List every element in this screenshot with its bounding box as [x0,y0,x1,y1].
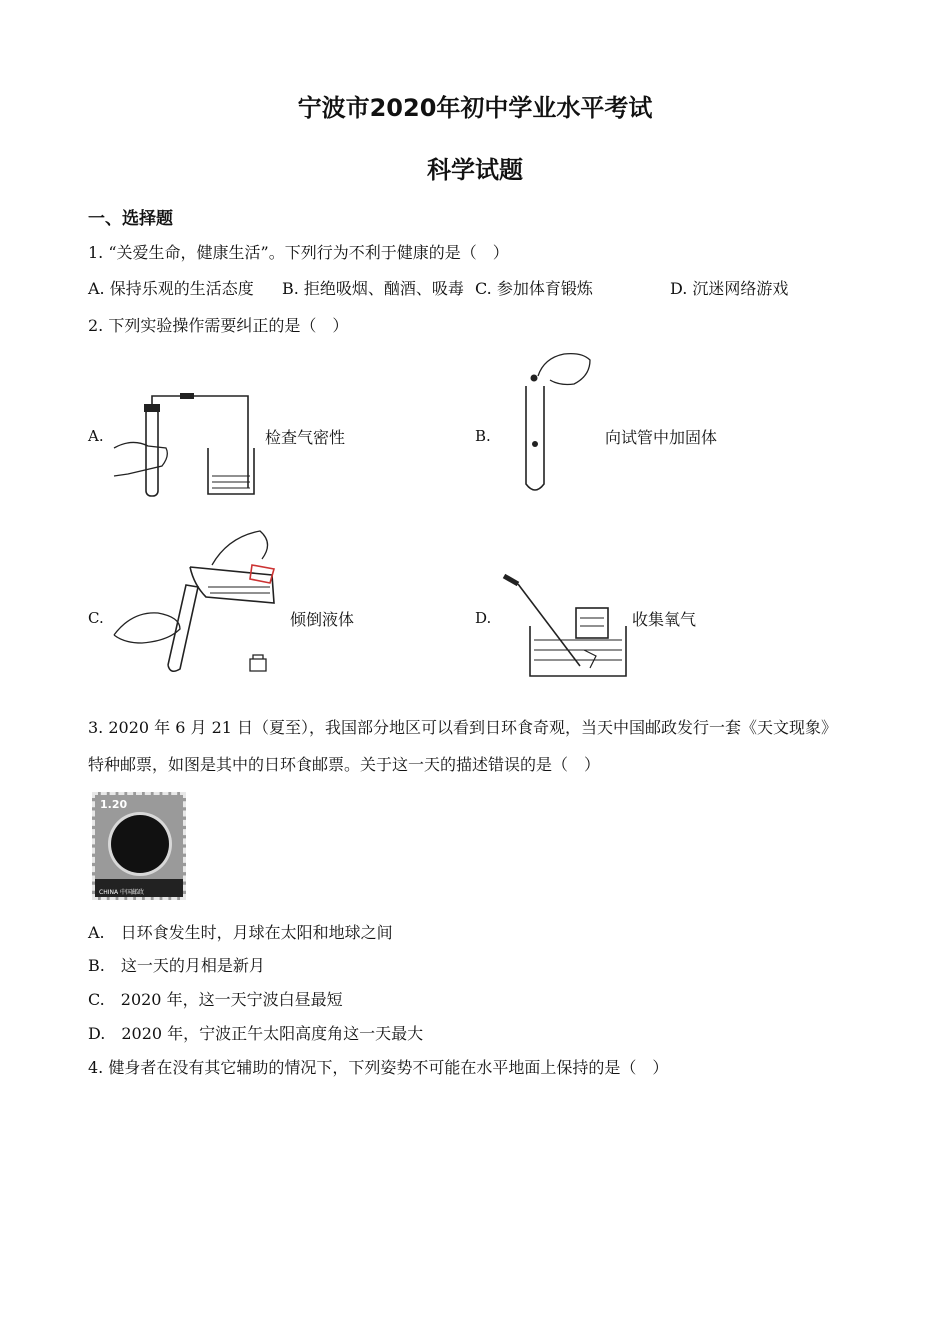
q3-option-b: B. 这一天的月相是新月 [88,956,265,975]
q1-stem: 1. “关爱生命，健康生活”。下列行为不利于健康的是（ ） [88,243,509,262]
eclipse-icon [111,815,169,873]
q1-option-b: B. 拒绝吸烟、酗酒、吸毒 [282,279,464,298]
q1-option-c: C. 参加体育锻炼 [475,279,593,298]
test-tube-solid-diagram [520,350,600,500]
airtightness-diagram [108,390,258,500]
q2-d-letter: D. [475,609,492,627]
stamp-value: 1.20 [100,798,128,811]
eclipse-stamp [92,792,186,900]
q1-option-a: A. 保持乐观的生活态度 [88,279,254,298]
q3-option-a: A. 日环食发生时，月球在太阳和地球之间 [88,923,393,942]
q3-option-d: D. 2020 年，宁波正午太阳高度角这一天最大 [88,1024,424,1043]
q2-b-letter: B. [475,427,491,445]
q2-stem: 2. 下列实验操作需要纠正的是（ ） [88,316,349,335]
pouring-liquid-diagram [112,525,287,675]
q2-c-caption: 倾倒液体 [290,610,355,629]
q2-a-letter: A. [88,427,104,445]
q2-d-caption: 收集氧气 [632,610,697,629]
stamp-brand: CHINA 中国邮政 [99,889,144,896]
page-title: 宁波市2020年初中学业水平考试 [297,94,653,122]
q2-c-letter: C. [88,609,104,627]
q4-stem: 4. 健身者在没有其它辅助的情况下，下列姿势不可能在水平地面上保持的是（ ） [88,1058,669,1077]
q2-b-caption: 向试管中加固体 [605,428,718,447]
q3-option-c: C. 2020 年，这一天宁波白昼最短 [88,990,343,1009]
oxygen-collection-diagram [500,570,630,680]
page-subtitle: 科学试题 [427,156,523,184]
q1-option-d: D. 沉迷网络游戏 [670,279,789,298]
q3-stem-line1: 3. 2020 年 6 月 21 日（夏至），我国部分地区可以看到日环食奇观，当天中国邮政发行一套《天文现象》 [88,718,838,737]
q2-a-caption: 检查气密性 [265,428,346,447]
section-heading: 一、选择题 [88,209,173,229]
q3-stem-line2: 特种邮票，如图是其中的日环食邮票。关于这一天的描述错误的是（ ） [88,755,601,774]
